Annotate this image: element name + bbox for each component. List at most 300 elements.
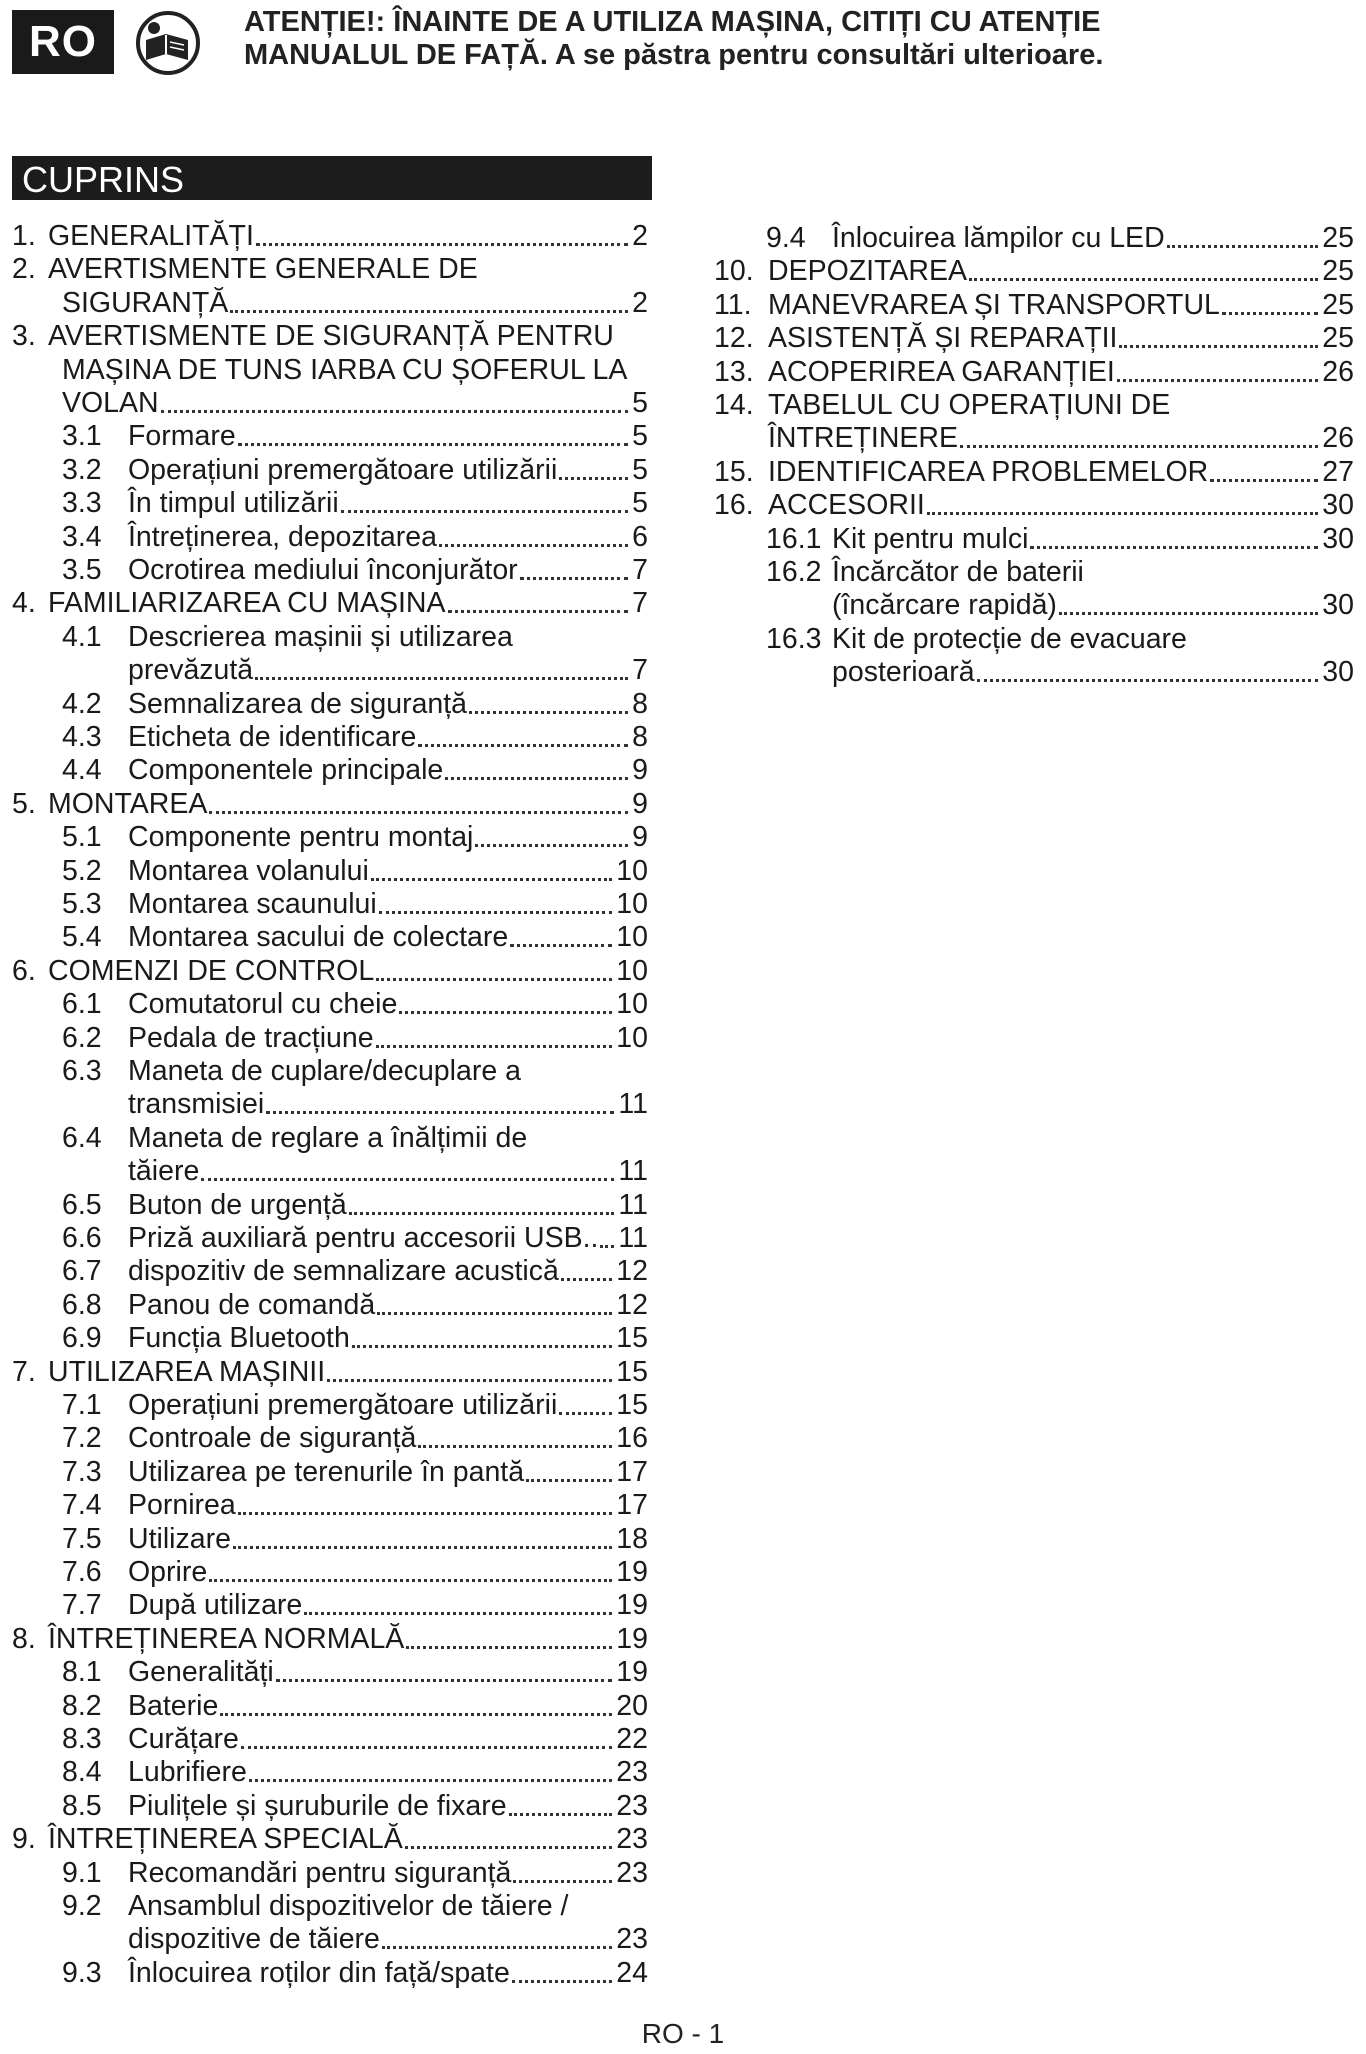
toc-entry-number: 5.3 bbox=[62, 888, 102, 920]
toc-entry-number: 10. bbox=[714, 255, 754, 288]
toc-entry-page: 6 bbox=[632, 520, 648, 553]
toc-entry-title: Comutatorul cu cheie bbox=[128, 988, 398, 1021]
toc-entry-title: Operațiuni premergătoare utilizării bbox=[128, 1389, 558, 1421]
toc-leader-dots bbox=[255, 677, 628, 680]
toc-entry-number: 7.7 bbox=[62, 1589, 102, 1622]
toc-entry bbox=[62, 420, 648, 453]
toc-entry-title: transmisiei bbox=[128, 1088, 265, 1121]
toc-entry-title: tăiere bbox=[128, 1155, 200, 1188]
toc-entry bbox=[62, 1556, 648, 1589]
toc-entry-page: 8 bbox=[632, 721, 648, 753]
toc-entry bbox=[62, 354, 627, 387]
toc-entry-number: 5.1 bbox=[62, 821, 102, 854]
warning-text bbox=[244, 6, 1344, 72]
toc-entry-title: COMENZI DE CONTROL bbox=[48, 954, 375, 987]
toc-entry-page: 9 bbox=[632, 821, 648, 854]
toc-entry-page: 19 bbox=[616, 1556, 648, 1588]
toc-entry-number: 8.1 bbox=[62, 1656, 102, 1689]
toc-leader-dots bbox=[418, 744, 628, 747]
toc-entry bbox=[62, 1489, 648, 1522]
toc-entry-number: 3.4 bbox=[62, 520, 102, 553]
toc-leader-dots bbox=[445, 777, 628, 780]
toc-entry bbox=[62, 1289, 648, 1322]
toc-entry-page: 8 bbox=[632, 687, 648, 720]
toc-entry-title: Pornirea bbox=[128, 1489, 236, 1522]
toc-entry-number: 16.1 bbox=[766, 522, 822, 555]
toc-entry-number: 6.2 bbox=[62, 1021, 102, 1054]
toc-entry-title: ACCESORII bbox=[768, 489, 925, 522]
toc-entry-number: 16.2 bbox=[766, 556, 822, 588]
toc-entry-page: 26 bbox=[1322, 355, 1354, 388]
toc-entry bbox=[766, 623, 1187, 656]
toc-entry bbox=[832, 656, 1354, 689]
toc-entry-number: 9.2 bbox=[62, 1890, 102, 1922]
toc-entry bbox=[12, 587, 648, 620]
toc-leader-dots bbox=[209, 811, 628, 814]
toc-leader-dots bbox=[304, 1612, 612, 1615]
warning-line-1: ATENȚIE!: ÎNAINTE DE A UTILIZA MAȘINA, CITIȚI CU ATENȚIE bbox=[244, 6, 1101, 38]
toc-entry-title: MAȘINA DE TUNS IARBA CU ȘOFERUL LA bbox=[62, 353, 628, 386]
toc-entry-title: Înlocuirea roților din față/spate bbox=[128, 1956, 510, 1989]
toc-entry bbox=[62, 1589, 648, 1622]
toc-entry-page: 23 bbox=[616, 1856, 648, 1889]
toc-leader-dots bbox=[371, 878, 612, 881]
toc-entry-number: 4. bbox=[12, 587, 36, 620]
toc-entry-number: 16. bbox=[714, 489, 754, 522]
toc-entry-page: 19 bbox=[616, 1589, 648, 1622]
toc-entry-number: 6.9 bbox=[62, 1322, 102, 1355]
toc-entry-number: 6.1 bbox=[62, 988, 102, 1021]
toc-entry-title: SIGURANȚĂ bbox=[62, 286, 229, 319]
toc-entry-title: Pedala de tracțiune bbox=[128, 1021, 374, 1054]
toc-leader-dots bbox=[513, 1880, 612, 1883]
toc-entry-number: 11. bbox=[714, 288, 752, 321]
toc-entry bbox=[62, 855, 648, 888]
toc-entry-page: 25 bbox=[1322, 288, 1354, 321]
toc-entry-title: Funcția Bluetooth bbox=[128, 1322, 350, 1355]
toc-leader-dots bbox=[382, 1946, 612, 1949]
toc-entry bbox=[12, 253, 478, 286]
toc-leader-dots bbox=[1167, 245, 1319, 248]
toc-entry-title: Eticheta de identificare bbox=[128, 721, 417, 753]
toc-entry bbox=[832, 589, 1354, 622]
toc-entry-title: Încărcător de baterii bbox=[832, 556, 1084, 588]
toc-entry-title: ASISTENȚĂ ȘI REPARAȚII bbox=[768, 322, 1118, 355]
toc-entry-page: 17 bbox=[616, 1455, 648, 1488]
toc-entry bbox=[62, 988, 648, 1021]
toc-leader-dots bbox=[241, 1746, 612, 1749]
toc-entry bbox=[62, 1957, 648, 1990]
toc-entry-number: 4.2 bbox=[62, 687, 102, 720]
toc-entry bbox=[62, 1189, 648, 1222]
toc-entry-number: 8. bbox=[12, 1622, 36, 1655]
toc-leader-dots bbox=[376, 978, 612, 981]
toc-entry-page: 9 bbox=[632, 754, 648, 787]
toc-entry bbox=[12, 788, 648, 821]
toc-entry-number: 5.2 bbox=[62, 854, 102, 887]
toc-entry-page: 25 bbox=[1322, 222, 1354, 254]
toc-entry bbox=[62, 721, 648, 754]
toc-entry-page: 10 bbox=[616, 854, 648, 887]
toc-entry-page: 11 bbox=[618, 1088, 648, 1121]
toc-entry-number: 4.1 bbox=[62, 620, 102, 653]
toc-entry-page: 23 bbox=[616, 1756, 648, 1789]
toc-entry bbox=[62, 688, 648, 721]
toc-leader-dots bbox=[559, 477, 628, 480]
toc-entry bbox=[714, 322, 1354, 355]
toc-entry-page: 16 bbox=[616, 1422, 648, 1455]
toc-entry-page: 12 bbox=[616, 1255, 648, 1288]
toc-entry bbox=[768, 422, 1354, 455]
toc-leader-dots bbox=[406, 1646, 612, 1649]
toc-entry-number: 8.2 bbox=[62, 1689, 102, 1722]
toc-entry-title: Curățare bbox=[128, 1723, 239, 1755]
toc-entry-page: 17 bbox=[616, 1489, 648, 1522]
toc-leader-dots bbox=[376, 1045, 613, 1048]
toc-entry-title: IDENTIFICAREA PROBLEMELOR bbox=[768, 455, 1209, 488]
toc-entry-number: 4.3 bbox=[62, 721, 102, 753]
toc-entry bbox=[62, 287, 648, 320]
toc-entry-page: 5 bbox=[632, 420, 648, 453]
toc-entry-number: 5.4 bbox=[62, 921, 102, 954]
toc-entry bbox=[766, 222, 1354, 255]
toc-entry-title: Lubrifiere bbox=[128, 1756, 247, 1789]
toc-entry bbox=[62, 621, 513, 654]
toc-entry-number: 7. bbox=[12, 1355, 36, 1388]
toc-leader-dots bbox=[256, 243, 628, 246]
toc-entry-page: 10 bbox=[616, 954, 648, 987]
toc-leader-dots bbox=[349, 1212, 615, 1215]
toc-leader-dots bbox=[276, 1679, 613, 1682]
toc-entry-number: 6.8 bbox=[62, 1288, 102, 1321]
toc-entry-page: 10 bbox=[616, 921, 648, 954]
toc-entry-number: 6.5 bbox=[62, 1188, 102, 1221]
toc-entry bbox=[128, 1088, 648, 1121]
toc-leader-dots bbox=[509, 1813, 613, 1816]
toc-entry bbox=[12, 1623, 648, 1656]
toc-leader-dots bbox=[960, 445, 1318, 448]
toc-entry-page: 26 bbox=[1322, 422, 1354, 455]
toc-leader-dots bbox=[1119, 345, 1318, 348]
toc-entry-number: 9. bbox=[12, 1823, 36, 1856]
toc-entry-page: 19 bbox=[616, 1622, 648, 1655]
toc-entry-page: 25 bbox=[1322, 255, 1354, 288]
toc-entry-page: 5 bbox=[632, 487, 648, 520]
toc-entry-title: După utilizare bbox=[128, 1589, 303, 1622]
toc-entry bbox=[62, 1456, 648, 1489]
toc-entry-page: 22 bbox=[616, 1723, 648, 1755]
toc-entry-title: Componentele principale bbox=[128, 754, 444, 787]
toc-entry bbox=[62, 1523, 648, 1556]
toc-leader-dots bbox=[327, 1379, 612, 1382]
toc-entry-title: Ansamblul dispozitivelor de tăiere / bbox=[128, 1890, 569, 1922]
toc-entry-number: 3.5 bbox=[62, 554, 102, 586]
toc-entry-title: Ocrotirea mediului înconjurător bbox=[128, 554, 518, 586]
toc-entry-number: 15. bbox=[714, 455, 754, 488]
toc-entry bbox=[62, 1255, 648, 1288]
toc-entry-page: 30 bbox=[1322, 522, 1354, 555]
toc-entry bbox=[12, 1356, 648, 1389]
toc-entry bbox=[62, 1890, 568, 1923]
toc-entry-title: Montarea volanului bbox=[128, 854, 369, 887]
toc-entry bbox=[714, 489, 1354, 522]
toc-entry bbox=[12, 220, 648, 253]
toc-leader-dots bbox=[1030, 546, 1318, 549]
toc-leader-dots bbox=[559, 1412, 612, 1415]
read-manual-icon bbox=[132, 10, 204, 76]
toc-entry-title: Înlocuirea lămpilor cu LED bbox=[832, 222, 1165, 254]
toc-leader-dots bbox=[1222, 312, 1318, 315]
toc-entry-title: Formare bbox=[128, 420, 236, 453]
toc-leader-dots bbox=[238, 1512, 613, 1515]
toc-entry bbox=[62, 1422, 648, 1455]
toc-entry-title: Controale de siguranță bbox=[128, 1422, 417, 1455]
toc-entry-number: 7.6 bbox=[62, 1556, 102, 1588]
toc-entry-title: UTILIZAREA MAȘINII bbox=[48, 1355, 326, 1388]
toc-entry-number: 12. bbox=[714, 322, 754, 355]
toc-leader-dots bbox=[977, 679, 1319, 682]
toc-entry-page: 2 bbox=[632, 286, 648, 319]
toc-entry-title: Kit de protecție de evacuare bbox=[832, 622, 1187, 655]
toc-entry-title: posterioară bbox=[832, 656, 975, 689]
toc-entry-page: 24 bbox=[616, 1956, 648, 1989]
toc-entry-title: Oprire bbox=[128, 1556, 208, 1588]
toc-leader-dots bbox=[469, 711, 628, 714]
toc-entry-title: ÎNTREȚINEREA NORMALĂ bbox=[48, 1622, 405, 1655]
toc-entry-page: 15 bbox=[616, 1355, 648, 1388]
toc-entry-page: 9 bbox=[632, 787, 648, 820]
toc-entry-title: Panou de comandă bbox=[128, 1288, 376, 1321]
page-number: RO - 1 bbox=[641, 2018, 725, 2049]
toc-leader-dots bbox=[520, 577, 628, 580]
toc-entry-number: 3.3 bbox=[62, 487, 102, 520]
toc-entry bbox=[714, 456, 1354, 489]
toc-entry-page: 5 bbox=[632, 453, 648, 486]
toc-entry bbox=[62, 1022, 648, 1055]
toc-entry bbox=[62, 921, 648, 954]
toc-entry-number: 6.4 bbox=[62, 1121, 102, 1154]
toc-entry-page: 27 bbox=[1322, 455, 1354, 488]
toc-entry bbox=[62, 387, 648, 420]
toc-entry bbox=[62, 1690, 648, 1723]
toc-entry-title: Maneta de reglare a înălțimii de bbox=[128, 1121, 528, 1154]
toc-leader-dots bbox=[341, 510, 628, 513]
toc-entry bbox=[62, 1756, 648, 1789]
toc-leader-dots bbox=[399, 1011, 612, 1014]
toc-entry bbox=[62, 821, 648, 854]
toc-entry bbox=[62, 1656, 648, 1689]
toc-entry-number: 6.6 bbox=[62, 1222, 102, 1254]
toc-leader-dots bbox=[561, 1278, 612, 1281]
toc-entry bbox=[714, 356, 1354, 389]
toc-entry bbox=[62, 487, 648, 520]
toc-entry-title: prevăzută bbox=[128, 654, 254, 687]
toc-entry-title: dispozitive de tăiere bbox=[128, 1923, 380, 1956]
toc-entry-title: Montarea scaunului bbox=[128, 888, 377, 920]
toc-entry-number: 6.7 bbox=[62, 1255, 102, 1288]
toc-entry-number: 9.3 bbox=[62, 1956, 102, 1989]
toc-entry-title: GENERALITĂȚI bbox=[48, 220, 254, 252]
toc-entry-number: 7.1 bbox=[62, 1389, 102, 1421]
toc-entry-number: 9.1 bbox=[62, 1856, 102, 1889]
toc-entry bbox=[62, 1790, 648, 1823]
toc-entry bbox=[766, 523, 1354, 556]
toc-entry-title: ÎNTREȚINEREA SPECIALĂ bbox=[48, 1823, 403, 1856]
toc-entry-page: 20 bbox=[616, 1689, 648, 1722]
toc-entry-title: MONTAREA bbox=[48, 787, 208, 820]
toc-entry bbox=[714, 389, 1170, 422]
toc-entry-title: FAMILIARIZAREA CU MAȘINA bbox=[48, 587, 446, 620]
toc-leader-dots bbox=[526, 1479, 612, 1482]
toc-entry bbox=[62, 554, 648, 587]
toc-entry-page: 23 bbox=[616, 1789, 648, 1822]
toc-entry-page: 23 bbox=[616, 1823, 648, 1856]
toc-entry bbox=[766, 556, 1084, 589]
toc-entry-title: Recomandări pentru siguranță bbox=[128, 1856, 512, 1889]
toc-entry-page: 10 bbox=[616, 888, 648, 920]
toc-entry bbox=[62, 1122, 527, 1155]
toc-entry-page: 2 bbox=[632, 220, 648, 252]
toc-entry bbox=[714, 255, 1354, 288]
toc-entry-title: Maneta de cuplare/decuplare a bbox=[128, 1055, 521, 1087]
toc-entry-number: 3. bbox=[12, 320, 36, 353]
toc-leader-dots bbox=[161, 410, 629, 413]
toc-entry-page: 18 bbox=[616, 1522, 648, 1555]
toc-entry-page: 7 bbox=[632, 554, 648, 586]
toc-leader-dots bbox=[377, 1312, 612, 1315]
toc-entry-number: 3.1 bbox=[62, 420, 102, 453]
toc-leader-dots bbox=[1117, 379, 1318, 382]
toc-leader-dots bbox=[969, 278, 1318, 281]
toc-leader-dots bbox=[510, 944, 612, 947]
toc-entry-page: 10 bbox=[616, 1021, 648, 1054]
toc-leader-dots bbox=[448, 610, 629, 613]
toc-leader-dots bbox=[439, 544, 628, 547]
toc-entry-title: ÎNTREȚINERE bbox=[768, 422, 959, 455]
toc-leader-dots bbox=[209, 1579, 612, 1582]
toc-entry-number: 8.5 bbox=[62, 1789, 102, 1822]
toc-entry-number: 16.3 bbox=[766, 622, 822, 655]
toc-entry-page: 12 bbox=[616, 1288, 648, 1321]
toc-entry-title: Priză auxiliară pentru accesorii USB.. bbox=[128, 1222, 599, 1254]
toc-entry-number: 4.4 bbox=[62, 754, 102, 787]
toc-entry-number: 7.2 bbox=[62, 1422, 102, 1455]
toc-entry-title: DEPOZITAREA bbox=[768, 255, 967, 288]
toc-entry bbox=[12, 1823, 648, 1856]
toc-leader-dots bbox=[238, 443, 628, 446]
toc-leader-dots bbox=[379, 911, 613, 914]
toc-entry-title: Piulițele și șuruburile de fixare bbox=[128, 1789, 507, 1822]
toc-leader-dots bbox=[352, 1345, 612, 1348]
toc-entry-number: 8.4 bbox=[62, 1756, 102, 1789]
toc-entry-number: 14. bbox=[714, 389, 754, 421]
toc-entry bbox=[62, 1857, 648, 1890]
toc-entry-number: 2. bbox=[12, 253, 36, 286]
toc-entry-page: 11 bbox=[618, 1155, 648, 1188]
toc-entry-title: dispozitiv de semnalizare acustică bbox=[128, 1255, 559, 1288]
toc-entry bbox=[62, 1723, 648, 1756]
toc-entry bbox=[128, 1155, 648, 1188]
toc-entry bbox=[714, 289, 1354, 322]
toc-leader-dots bbox=[475, 844, 628, 847]
toc-entry-title: AVERTISMENTE DE SIGURANȚĂ PENTRU bbox=[48, 320, 614, 353]
toc-leader-dots bbox=[230, 310, 628, 313]
toc-entry-title: ACOPERIREA GARANȚIEI bbox=[768, 355, 1115, 388]
toc-entry bbox=[62, 454, 648, 487]
toc-leader-dots bbox=[249, 1779, 612, 1782]
toc-entry-page: 7 bbox=[632, 587, 648, 620]
toc-entry bbox=[62, 1055, 521, 1088]
toc-entry-page: 30 bbox=[1322, 589, 1354, 622]
toc-entry-page: 30 bbox=[1322, 489, 1354, 522]
toc-entry-number: 6. bbox=[12, 954, 36, 987]
toc-leader-dots bbox=[220, 1713, 612, 1716]
toc-entry-number: 9.4 bbox=[766, 222, 806, 254]
toc-entry-title: VOLAN bbox=[62, 387, 159, 419]
toc-entry-title: (încărcare rapidă) bbox=[832, 589, 1057, 622]
toc-entry bbox=[62, 754, 648, 787]
toc-leader-dots bbox=[1059, 612, 1318, 615]
toc-entry-title: Operațiuni premergătoare utilizării bbox=[128, 453, 558, 486]
toc-entry-page: 7 bbox=[632, 654, 648, 687]
toc-entry-page: 19 bbox=[616, 1656, 648, 1689]
toc-entry-page: 10 bbox=[616, 988, 648, 1021]
toc-entry bbox=[128, 1923, 648, 1956]
toc-leader-dots bbox=[405, 1846, 613, 1849]
toc-entry bbox=[62, 1222, 648, 1255]
toc-entry-number: 3.2 bbox=[62, 453, 102, 486]
toc-entry-title: TABELUL CU OPERAȚIUNI DE bbox=[768, 389, 1171, 421]
toc-entry-title: Semnalizarea de siguranță bbox=[128, 687, 468, 720]
toc-entry-page: 25 bbox=[1322, 322, 1354, 355]
toc-leader-dots bbox=[201, 1178, 614, 1181]
toc-entry-title: Kit pentru mulci bbox=[832, 522, 1029, 555]
toc-leader-dots bbox=[233, 1546, 612, 1549]
toc-leader-dots bbox=[600, 1245, 614, 1248]
toc-leader-dots bbox=[266, 1111, 614, 1114]
toc-entry bbox=[62, 1322, 648, 1355]
toc-entry-title: AVERTISMENTE GENERALE DE bbox=[48, 253, 478, 286]
toc-entry-title: Descrierea mașinii și utilizarea bbox=[128, 620, 513, 653]
toc-entry-page: 11 bbox=[618, 1222, 648, 1254]
toc-entry-title: Întreținerea, depozitarea bbox=[128, 520, 437, 553]
toc-leader-dots bbox=[1210, 479, 1318, 482]
toc-entry-title: În timpul utilizării bbox=[128, 487, 339, 520]
toc-entry-number: 5. bbox=[12, 787, 36, 820]
toc-entry-page: 15 bbox=[616, 1322, 648, 1355]
toc-entry-title: Baterie bbox=[128, 1689, 219, 1722]
toc-entry-number: 8.3 bbox=[62, 1723, 102, 1755]
toc-entry-number: 7.4 bbox=[62, 1489, 102, 1522]
toc-entry-title: Generalități bbox=[128, 1656, 274, 1689]
toc-entry-number: 7.5 bbox=[62, 1522, 102, 1555]
toc-entry bbox=[62, 521, 648, 554]
toc-entry-number: 1. bbox=[12, 220, 36, 252]
toc-entry-title: Utilizarea pe terenurile în pantă bbox=[128, 1455, 525, 1488]
toc-heading: CUPRINS bbox=[12, 156, 652, 200]
toc-leader-dots bbox=[512, 1980, 612, 1983]
toc-entry-number: 13. bbox=[714, 355, 754, 388]
language-badge: RO bbox=[12, 10, 114, 74]
toc-entry bbox=[12, 320, 614, 353]
toc-entry-title: MANEVRAREA ȘI TRANSPORTUL bbox=[768, 288, 1220, 321]
toc-entry bbox=[62, 1389, 648, 1422]
toc-entry-page: 15 bbox=[616, 1389, 648, 1421]
toc-entry bbox=[62, 888, 648, 921]
toc-leader-dots bbox=[927, 512, 1319, 515]
toc-entry-title: Componente pentru montaj bbox=[128, 821, 474, 854]
toc-entry bbox=[128, 654, 648, 687]
